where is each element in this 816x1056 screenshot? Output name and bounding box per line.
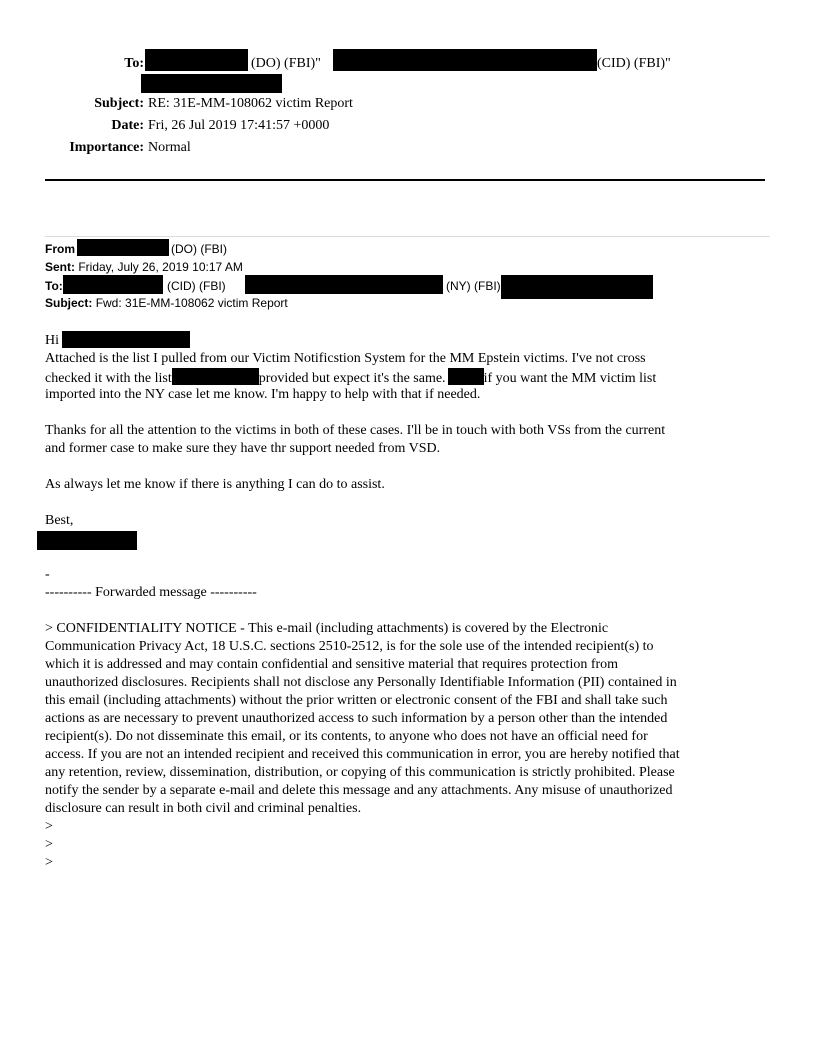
importance-label: Importance:	[69, 140, 144, 155]
redaction-box	[145, 49, 248, 71]
subject-value: RE: 31E-MM-108062 victim Report	[148, 96, 353, 111]
to-recipient-2: (NY) (FBI)	[446, 279, 501, 293]
redaction-box	[63, 275, 163, 294]
redaction-box	[141, 74, 282, 93]
redaction-box	[62, 331, 190, 348]
redaction-box	[448, 368, 484, 385]
from-label: From	[45, 242, 75, 256]
notice-line: which it is addressed and may contain confidential and sensitive material that requires protection from	[45, 657, 619, 672]
notice-line: this email (including attachments) without the prior written or electronic consent of the FBI and shall take such	[45, 693, 668, 708]
notice-line: notify the sender by a separate e-mail and delete this message and any attachments. Any misuse of unauthorized	[45, 783, 673, 798]
forwarded-separator: ---------- Forwarded message ----------	[45, 585, 257, 600]
body-line	[45, 368, 775, 386]
body-line: imported into the NY case let me know. I'm happy to help with that if needed.	[45, 387, 481, 402]
notice-line: disclosure can result in both civil and criminal penalties.	[45, 801, 362, 816]
redaction-box	[77, 239, 169, 256]
to-recipient-1: (DO) (FBI)"	[251, 56, 321, 71]
subject-label: Subject:	[45, 296, 93, 310]
paragraph-3	[45, 476, 775, 494]
body-text: provided but expect it's the same.	[258, 371, 446, 386]
notice-line: Communication Privacy Act, 18 U.S.C. sections 2510-2512, is for the sole use of the intended recipient(s) to	[45, 639, 654, 654]
to-label: To:	[45, 279, 63, 293]
from-row	[45, 239, 227, 259]
closing: Best,	[45, 513, 74, 528]
from-value: (DO) (FBI)	[171, 242, 227, 256]
paragraph-1	[45, 350, 775, 404]
confidentiality-notice	[45, 620, 775, 872]
notice-line: any retention, review, dissemination, distribution, or copying of this communication is strictly prohibited. Please	[45, 765, 675, 780]
body-text: if you want the MM victim list	[483, 371, 657, 386]
body-line: Attached is the list I pulled from our Victim Notificstion System for the MM Epstein victims. I've not cross	[45, 351, 646, 366]
date-value: Fri, 26 Jul 2019 17:41:57 +0000	[148, 118, 330, 133]
notice-line: unauthorized disclosures. Recipients shall not disclose any Personally Identifiable Information (PII) contained in	[45, 675, 677, 690]
signature-redaction	[37, 531, 137, 550]
sent-label: Sent:	[45, 260, 75, 274]
sent-value: Friday, July 26, 2019 10:17 AM	[78, 260, 243, 274]
quote-mark: >	[45, 819, 53, 834]
notice-line: > CONFIDENTIALITY NOTICE - This e-mail (including attachments) is covered by the Electronic	[45, 621, 609, 636]
quote-mark: >	[45, 855, 53, 870]
to-label: To:	[124, 56, 144, 71]
quote-mark: >	[45, 837, 53, 852]
body-text: checked it with the list	[45, 371, 172, 386]
body-line: and former case to make sure they have thr support needed from VSD.	[45, 441, 441, 456]
header-divider	[45, 179, 765, 181]
notice-line: access. If you are not an intended recipient and received this communication in error, you are hereby notified that	[45, 747, 680, 762]
redaction-box	[245, 275, 443, 294]
dash: -	[45, 567, 50, 582]
forward-divider	[45, 236, 770, 237]
to-recipient-1: (CID) (FBI)	[167, 279, 226, 293]
subject-row	[45, 294, 288, 313]
subject-value: Fwd: 31E-MM-108062 victim Report	[95, 296, 288, 310]
redaction-box	[172, 368, 259, 385]
paragraph-2	[45, 422, 775, 458]
date-label: Date:	[111, 118, 144, 133]
redaction-box	[333, 49, 597, 71]
body-line: As always let me know if there is anything I can do to assist.	[45, 477, 385, 492]
greeting: Hi	[45, 333, 59, 348]
importance-value: Normal	[148, 140, 191, 155]
subject-label: Subject:	[94, 96, 144, 111]
notice-line: actions as are necessary to prevent unauthorized access to such information by a person other than the intended	[45, 711, 668, 726]
body-line: Thanks for all the attention to the victims in both of these cases. I'll be in touch with both VSs from the current	[45, 423, 666, 438]
redaction-box	[501, 275, 653, 299]
to-recipient-2: (CID) (FBI)"	[597, 56, 671, 71]
notice-line: recipient(s). Do not disseminate this email, or its contents, to anyone who does not have an official need for	[45, 729, 648, 744]
